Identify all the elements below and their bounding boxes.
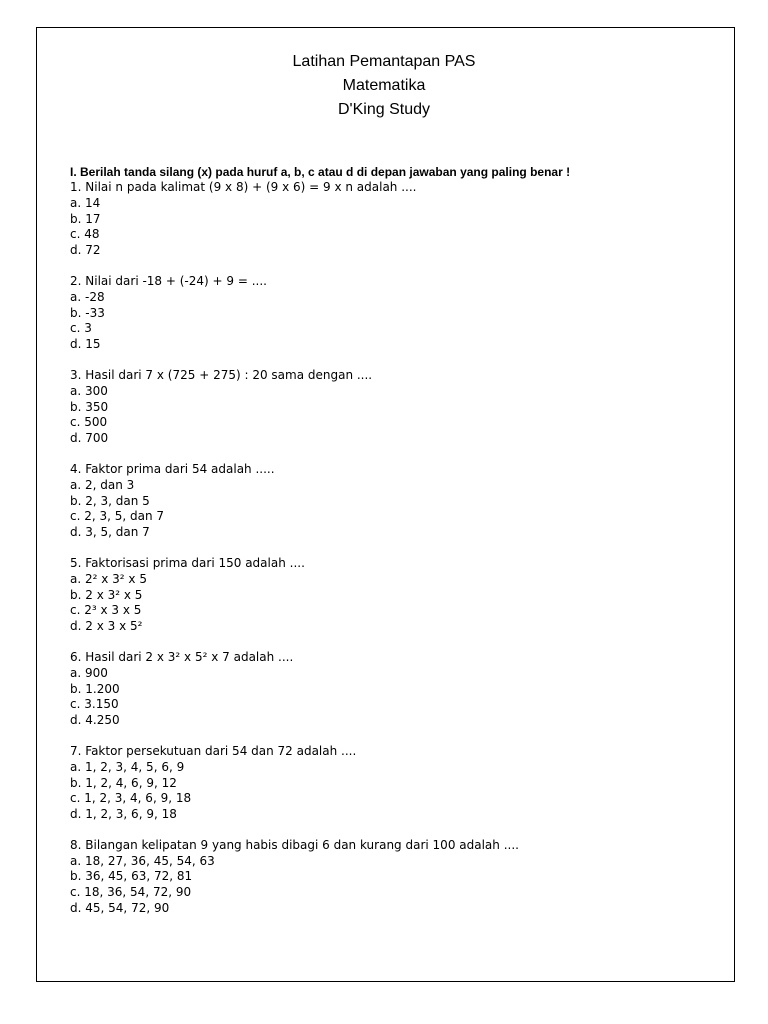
answer-option: [70, 212, 519, 228]
answer-option: [70, 713, 519, 729]
answer-option: [70, 760, 519, 776]
answer-option: [70, 885, 519, 901]
option-text: 2³ x 3 x 5: [84, 603, 142, 618]
answer-option: [70, 807, 519, 823]
answer-option: [70, 869, 519, 885]
option-text: 1, 2, 4, 6, 9, 12: [85, 775, 177, 790]
option-text: 4.250: [85, 713, 120, 728]
option-letter: b.: [70, 493, 82, 508]
answer-option: [70, 431, 519, 447]
option-letter: d.: [70, 431, 82, 446]
option-letter: c.: [70, 509, 81, 524]
option-text: 1, 2, 3, 4, 6, 9, 18: [84, 791, 192, 806]
answer-option: [70, 321, 519, 337]
question-text: 1. Nilai n pada kalimat (9 x 8) + (9 x 6) = 9 x n adalah ....: [70, 180, 417, 194]
answer-option: [70, 525, 519, 541]
option-text: 2, 3, 5, dan 7: [84, 509, 165, 524]
answer-option: [70, 619, 519, 635]
option-letter: c.: [70, 227, 81, 242]
option-text: 700: [85, 431, 109, 446]
answer-option: [70, 682, 519, 698]
option-letter: c.: [70, 603, 81, 618]
option-text: 17: [85, 211, 101, 226]
answer-option: [70, 306, 519, 322]
option-letter: c.: [70, 791, 81, 806]
option-text: 1, 2, 3, 6, 9, 18: [85, 807, 177, 822]
option-letter: b.: [70, 587, 82, 602]
option-letter: d.: [70, 807, 82, 822]
option-letter: d.: [70, 713, 82, 728]
option-letter: b.: [70, 775, 82, 790]
question-text: 8. Bilangan kelipatan 9 yang habis dibagi 6 dan kurang dari 100 adalah ....: [70, 837, 519, 852]
answer-option: [70, 791, 519, 807]
answer-option: [70, 494, 519, 510]
option-text: 1.200: [85, 681, 120, 696]
option-letter: b.: [70, 869, 82, 884]
answer-option: [70, 400, 519, 416]
answer-option: [70, 776, 519, 792]
option-letter: a.: [70, 477, 82, 492]
question-text: 3. Hasil dari 7 x (725 + 275) : 20 sama dengan ....: [70, 367, 373, 382]
document-subject: Matematika: [342, 77, 426, 94]
option-letter: d.: [70, 337, 82, 352]
option-text: -33: [85, 305, 105, 320]
option-text: 36, 45, 63, 72, 81: [85, 869, 193, 884]
option-letter: a.: [70, 383, 82, 398]
question-text: 6. Hasil dari 2 x 3² x 5² x 7 adalah ....: [70, 649, 294, 664]
answer-option: [70, 572, 519, 588]
option-letter: d.: [70, 525, 82, 540]
question-text: 5. Faktorisasi prima dari 150 adalah ....: [70, 555, 305, 570]
option-letter: b.: [70, 399, 82, 414]
option-letter: a.: [70, 665, 82, 680]
option-letter: d.: [70, 243, 82, 258]
option-text: 72: [85, 243, 101, 258]
answer-option: [70, 384, 519, 400]
option-letter: a.: [70, 289, 82, 304]
option-letter: d.: [70, 901, 82, 916]
answer-option: [70, 666, 519, 682]
option-text: 900: [85, 665, 108, 680]
option-text: 1, 2, 3, 4, 5, 6, 9: [85, 759, 185, 774]
question-item: [70, 274, 519, 353]
document-publisher: D'King Study: [338, 101, 430, 118]
answer-option: [70, 290, 519, 306]
answer-option: [70, 697, 519, 713]
option-letter: a.: [70, 195, 82, 210]
question-list: [70, 180, 519, 932]
option-text: 14: [85, 195, 101, 210]
question-item: [70, 462, 519, 541]
answer-option: [70, 337, 519, 353]
option-letter: d.: [70, 619, 82, 634]
option-text: 2, dan 3: [85, 477, 135, 492]
option-letter: a.: [70, 571, 82, 586]
option-text: 18, 36, 54, 72, 90: [84, 885, 192, 900]
option-text: 3: [84, 321, 92, 336]
document-title: Latihan Pemantapan PAS: [292, 53, 476, 70]
answer-option: [70, 603, 519, 619]
option-text: 2² x 3² x 5: [85, 571, 147, 586]
option-letter: a.: [70, 759, 82, 774]
option-text: 3.150: [84, 697, 119, 712]
answer-option: [70, 243, 519, 259]
answer-option: [70, 854, 519, 870]
option-text: -28: [85, 289, 105, 304]
question-item: [70, 368, 519, 447]
option-letter: b.: [70, 681, 82, 696]
option-letter: c.: [70, 321, 81, 336]
option-letter: a.: [70, 853, 82, 868]
answer-option: [70, 227, 519, 243]
question-item: [70, 838, 519, 917]
option-text: 3, 5, dan 7: [85, 525, 150, 540]
option-letter: c.: [70, 415, 81, 430]
answer-option: [70, 588, 519, 604]
answer-option: [70, 478, 519, 494]
answer-option: [70, 509, 519, 525]
option-text: 15: [85, 337, 101, 352]
option-letter: b.: [70, 305, 82, 320]
answer-option: [70, 196, 519, 212]
document-header: [0, 50, 768, 122]
section-instruction: I. Berilah tanda silang (x) pada huruf a, b, c atau d di depan jawaban yang paling benar !: [70, 165, 571, 179]
option-text: 350: [85, 399, 109, 414]
question-item: [70, 650, 519, 729]
question-text: 7. Faktor persekutuan dari 54 dan 72 adalah ....: [70, 743, 357, 758]
option-text: 2, 3, dan 5: [85, 493, 150, 508]
option-text: 2 x 3 x 5²: [85, 619, 143, 634]
question-text: 4. Faktor prima dari 54 adalah .....: [70, 461, 275, 476]
option-text: 300: [85, 383, 108, 398]
answer-option: [70, 901, 519, 917]
option-text: 2 x 3² x 5: [85, 587, 143, 602]
answer-option: [70, 415, 519, 431]
option-text: 48: [84, 227, 100, 242]
question-item: [70, 180, 519, 259]
question-item: [70, 556, 519, 635]
option-letter: b.: [70, 211, 82, 226]
question-text: 2. Nilai dari -18 + (-24) + 9 = ....: [70, 273, 267, 288]
option-letter: c.: [70, 885, 81, 900]
option-letter: c.: [70, 697, 81, 712]
option-text: 45, 54, 72, 90: [85, 901, 170, 916]
option-text: 18, 27, 36, 45, 54, 63: [85, 853, 215, 868]
option-text: 500: [84, 415, 108, 430]
question-item: [70, 744, 519, 823]
